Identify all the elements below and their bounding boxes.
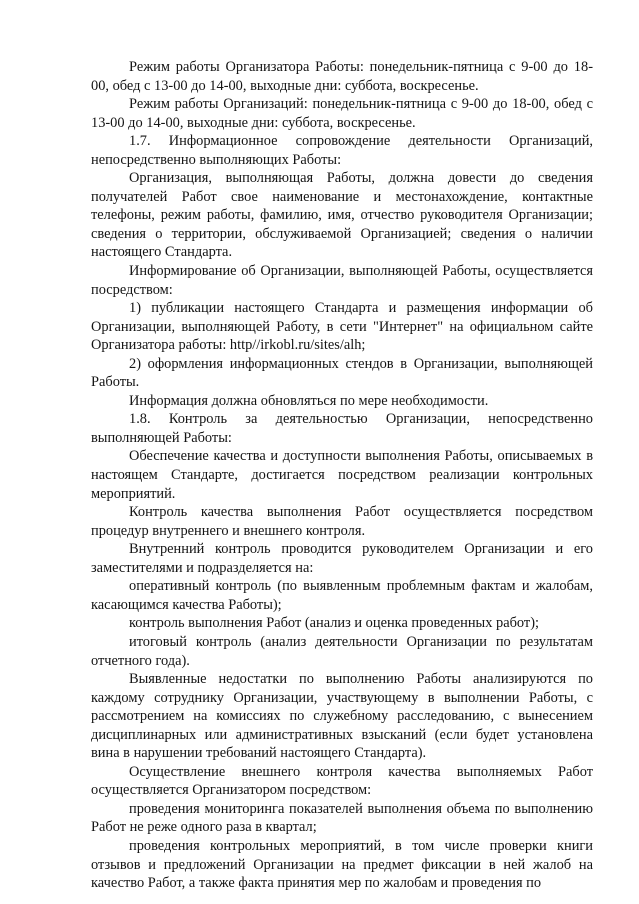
paragraph: Обеспечение качества и доступности выполнения Работы, описываемых в настоящем Стандарте, достигается посредством реализации контрольных мероприятий. [91, 448, 593, 502]
paragraph: Внутренний контроль проводится руководителем Организации и его заместителями и подразделяется на: [91, 541, 593, 576]
list-item: проведения контрольных мероприятий, в том числе проверки книги отзывов и предложений Организации на предмет фиксации в ней жалоб на качество Работ, а также факта принятия мер по жалобам и проведения по [91, 837, 593, 892]
list-item: оперативный контроль (по выявленным проблемным фактам и жалобам, касающимся качества Работы); [91, 578, 593, 613]
paragraph: Информирование об Организации, выполняющей Работы, осуществляется посредством: [91, 263, 593, 298]
list-item: контроль выполнения Работ (анализ и оценка проведенных работ); [129, 615, 539, 632]
list-item: 1) публикации настоящего Стандарта и размещения информации об Организации, выполняющей Работу, в сети "Интернет" на официальном сайте Организатора работы: http//irkobl.ru/sites/alh; [91, 300, 593, 354]
paragraph: Режим работы Организатора Работы: понедельник-пятница с 9-00 до 18-00, обед с 13-00 до 14-00, выходные дни: суббота, воскресенье. [91, 59, 593, 94]
paragraph: Режим работы Организаций: понедельник-пятница с 9-00 до 18-00, обед с 13-00 до 14-00, выходные дни: суббота, воскресенье. [91, 96, 593, 131]
paragraph: Организация, выполняющая Работы, должна довести до сведения получателей Работ свое наименование и местонахождение, контактные телефоны, режим работы, фамилию, имя, отчество руководителя Организации; сведения о территории, обслуживаемой Организацией; сведения о наличии настоящего Стандарта. [91, 170, 593, 261]
document-page [91, 58, 593, 893]
paragraph: Осуществление внешнего контроля качества выполняемых Работ осуществляется Организатором посредством: [91, 763, 593, 799]
list-item: 2) оформления информационных стендов в Организации, выполняющей Работы. [91, 355, 593, 391]
paragraph: Контроль качества выполнения Работ осуществляется посредством процедур внутреннего и внешнего контроля. [91, 504, 593, 539]
list-item: итоговый контроль (анализ деятельности Организации по результатам отчетного года). [91, 633, 593, 669]
section-heading: 1.7. Информационное сопровождение деятельности Организаций, непосредственно выполняющих Работы: [91, 133, 593, 168]
section-heading: 1.8. Контроль за деятельностью Организации, непосредственно выполняющей Работы: [91, 411, 593, 446]
paragraph: Выявленные недостатки по выполнению Работы анализируются по каждому сотруднику Организации, участвующему в выполнении Работы, с рассмотрением на комиссиях по служебному расследованию, с вынесением дисциплинарных или административных взысканий (если будет установлена вина в нарушении требований настоящего Стандарта). [91, 671, 593, 762]
paragraph: Информация должна обновляться по мере необходимости. [129, 392, 489, 409]
list-item: проведения мониторинга показателей выполнения объема по выполнению Работ не реже одного раза в квартал; [91, 800, 593, 836]
